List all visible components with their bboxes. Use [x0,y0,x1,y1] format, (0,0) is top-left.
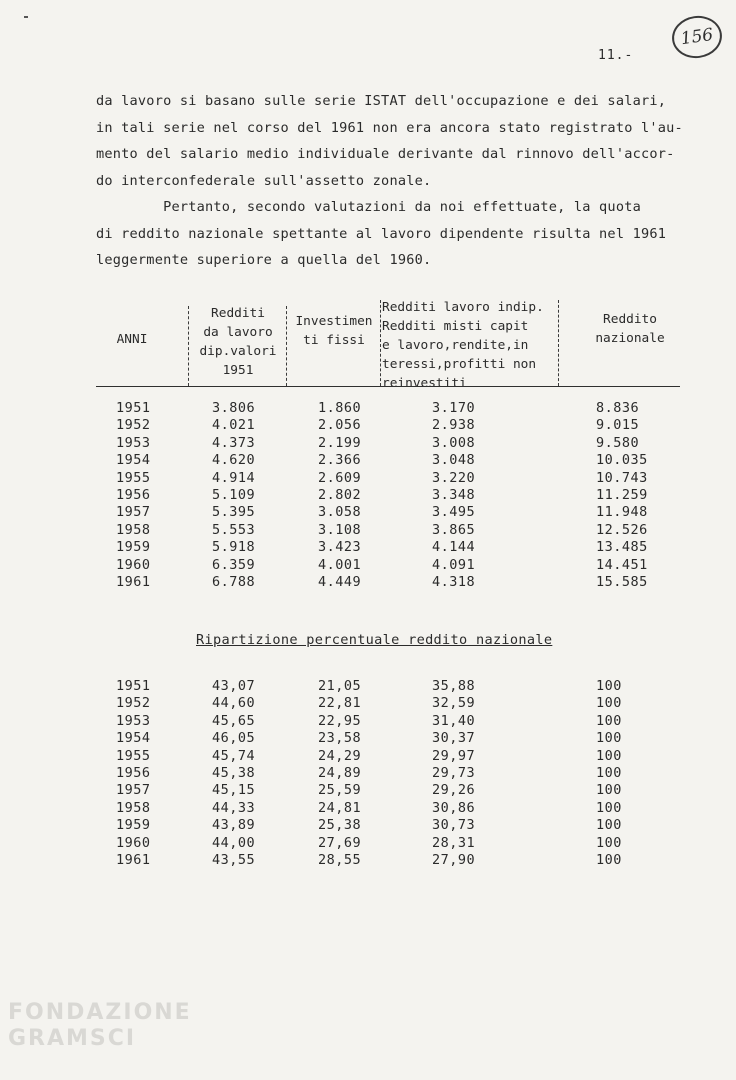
table-row [0,713,736,730]
cell-v2: 2.609 [318,469,362,486]
column-divider [188,306,189,386]
cell-v3: 27,90 [432,852,476,868]
cell-v1: 4.373 [212,434,256,451]
cell-v3: 4.091 [432,556,476,573]
cell-v2: 22,81 [318,695,362,712]
table-row [0,487,736,504]
table-row [0,765,736,782]
cell-v2: 23,58 [318,730,362,747]
cell-v1: 6.359 [212,556,256,573]
cell-year: 1959 [116,817,151,834]
table-row [0,452,736,469]
cell-year: 1955 [116,747,151,764]
cell-v2: 25,59 [318,782,362,799]
cell-v2: 2.366 [318,452,362,469]
table-row [0,557,736,574]
cell-v4: 100 [596,695,622,712]
cell-v4: 13.485 [596,539,648,556]
cell-v2: 1.860 [318,400,362,416]
cell-v4: 100 [596,730,622,747]
cell-v2: 28,55 [318,852,362,868]
table-row [0,539,736,556]
cell-v1: 44,00 [212,834,256,851]
cell-v1: 45,65 [212,712,256,729]
cell-v4: 10.035 [596,452,648,469]
cell-v2: 3.423 [318,539,362,556]
cell-year: 1951 [116,678,151,694]
cell-v3: 31,40 [432,712,476,729]
cell-v4: 100 [596,817,622,834]
cell-v1: 46,05 [212,730,256,747]
cell-year: 1960 [116,556,151,573]
cell-v3: 4.144 [432,539,476,556]
watermark-logo: FONDAZIONE GRAMSCI [8,1000,192,1051]
cell-v3: 29,73 [432,765,476,781]
cell-v4: 100 [596,678,622,694]
cell-v3: 3.048 [432,452,476,469]
header-investimenti-fissi: Investimen ti fissi [295,314,373,348]
cell-year: 1954 [116,452,151,469]
cell-v2: 27,69 [318,834,362,851]
paragraph-2: Pertanto, secondo valutazioni da noi effettuate, la quota di reddito nazionale spettante al lavoro dipendente risulta nel 1961 leggermente superiore a quella del 1960. [96,199,667,268]
cell-v2: 3.108 [318,521,362,538]
cell-v2: 2.199 [318,434,362,451]
cell-v4: 8.836 [596,400,640,416]
cell-v1: 5.395 [212,504,256,521]
cell-year: 1961 [116,574,151,590]
table-row [0,835,736,852]
cell-v1: 45,38 [212,765,256,781]
cell-v4: 14.451 [596,556,648,573]
cell-v2: 24,89 [318,765,362,781]
cell-v3: 3.170 [432,400,476,416]
cell-v1: 4.914 [212,469,256,486]
cell-year: 1959 [116,539,151,556]
cell-v3: 2.938 [432,417,476,434]
cell-v1: 5.109 [212,487,256,503]
cell-v4: 11.948 [596,504,648,521]
column-divider [558,300,559,386]
column-divider [380,300,381,386]
cell-v3: 30,86 [432,799,476,816]
cell-v3: 3.220 [432,469,476,486]
cell-v1: 5.918 [212,539,256,556]
cell-v4: 100 [596,747,622,764]
cell-v1: 43,07 [212,678,256,694]
archive-stamp: 156 [669,13,724,62]
cell-v3: 30,37 [432,730,476,747]
cell-v2: 4.449 [318,574,362,590]
table-row [0,522,736,539]
cell-year: 1958 [116,799,151,816]
cell-v2: 3.058 [318,504,362,521]
cell-v1: 45,74 [212,747,256,764]
cell-year: 1958 [116,521,151,538]
cell-v4: 15.585 [596,574,648,590]
cell-v1: 5.553 [212,521,256,538]
cell-v3: 30,73 [432,817,476,834]
table-row [0,800,736,817]
table-row [0,470,736,487]
cell-year: 1953 [116,712,151,729]
cell-v1: 44,60 [212,695,256,712]
cell-v4: 9.015 [596,417,640,434]
cell-year: 1951 [116,400,151,416]
page-number: 11.- [598,48,634,63]
cell-v2: 2.802 [318,487,362,503]
cell-v1: 6.788 [212,574,256,590]
cell-year: 1956 [116,765,151,781]
cell-v1: 43,55 [212,852,256,868]
table-row [0,574,736,591]
table-row [0,782,736,799]
cell-year: 1953 [116,434,151,451]
cell-v2: 25,38 [318,817,362,834]
cell-v4: 10.743 [596,469,648,486]
table-row [0,817,736,834]
cell-year: 1960 [116,834,151,851]
cell-v1: 3.806 [212,400,256,416]
cell-year: 1954 [116,730,151,747]
cell-year: 1956 [116,487,151,503]
cell-v4: 11.259 [596,487,648,503]
cell-year: 1955 [116,469,151,486]
cell-v1: 4.620 [212,452,256,469]
table-row [0,730,736,747]
cell-v2: 2.056 [318,417,362,434]
cell-v4: 100 [596,712,622,729]
header-redditi-lavoro-dip: Redditi da lavoro dip.valori 1951 [199,306,277,378]
cell-v4: 100 [596,765,622,781]
cell-v3: 32,59 [432,695,476,712]
corner-mark [24,16,28,18]
header-anni: ANNI [116,332,148,347]
cell-v4: 100 [596,852,622,868]
header-rule [96,386,680,387]
cell-v3: 4.318 [432,574,476,590]
column-divider [286,306,287,386]
cell-year: 1957 [116,782,151,799]
cell-v3: 3.008 [432,434,476,451]
header-reddito-nazionale: Reddito nazionale [595,312,665,346]
table-row [0,504,736,521]
table-row [0,678,736,695]
table-row [0,400,736,417]
cell-v3: 29,26 [432,782,476,799]
cell-year: 1957 [116,504,151,521]
table-row [0,695,736,712]
cell-v1: 44,33 [212,799,256,816]
cell-v3: 29,97 [432,747,476,764]
cell-v2: 22,95 [318,712,362,729]
cell-v4: 9.580 [596,434,640,451]
cell-v2: 4.001 [318,556,362,573]
cell-year: 1961 [116,852,151,868]
cell-year: 1952 [116,417,151,434]
cell-v4: 100 [596,782,622,799]
table-row [0,748,736,765]
percent-table-title: Ripartizione percentuale reddito nazionale [196,632,553,648]
cell-v1: 45,15 [212,782,256,799]
cell-v2: 21,05 [318,678,362,694]
cell-v2: 24,29 [318,747,362,764]
cell-v4: 12.526 [596,521,648,538]
cell-v4: 100 [596,834,622,851]
cell-v3: 3.495 [432,504,476,521]
cell-year: 1952 [116,695,151,712]
cell-v1: 4.021 [212,417,256,434]
paragraph-1: da lavoro si basano sulle serie ISTAT dell'occupazione e dei salari, in tali serie nel corso del 1961 non era ancora stato registrato l'au- mento del salario medio individuale derivante dal rinnovo dell'accor- do interconfederale sull'assetto zonale. [96,93,683,189]
table-row [0,417,736,434]
cell-v3: 3.348 [432,487,476,503]
cell-v3: 28,31 [432,834,476,851]
cell-v3: 3.865 [432,521,476,538]
header-redditi-indip-misti: Redditi lavoro indip. Redditi misti capit e lavoro,rendite,in teressi,profitti non reinvestiti [382,300,544,391]
table-row [0,852,736,869]
cell-v4: 100 [596,799,622,816]
table-row [0,435,736,452]
cell-v2: 24,81 [318,799,362,816]
cell-v3: 35,88 [432,678,476,694]
cell-v1: 43,89 [212,817,256,834]
